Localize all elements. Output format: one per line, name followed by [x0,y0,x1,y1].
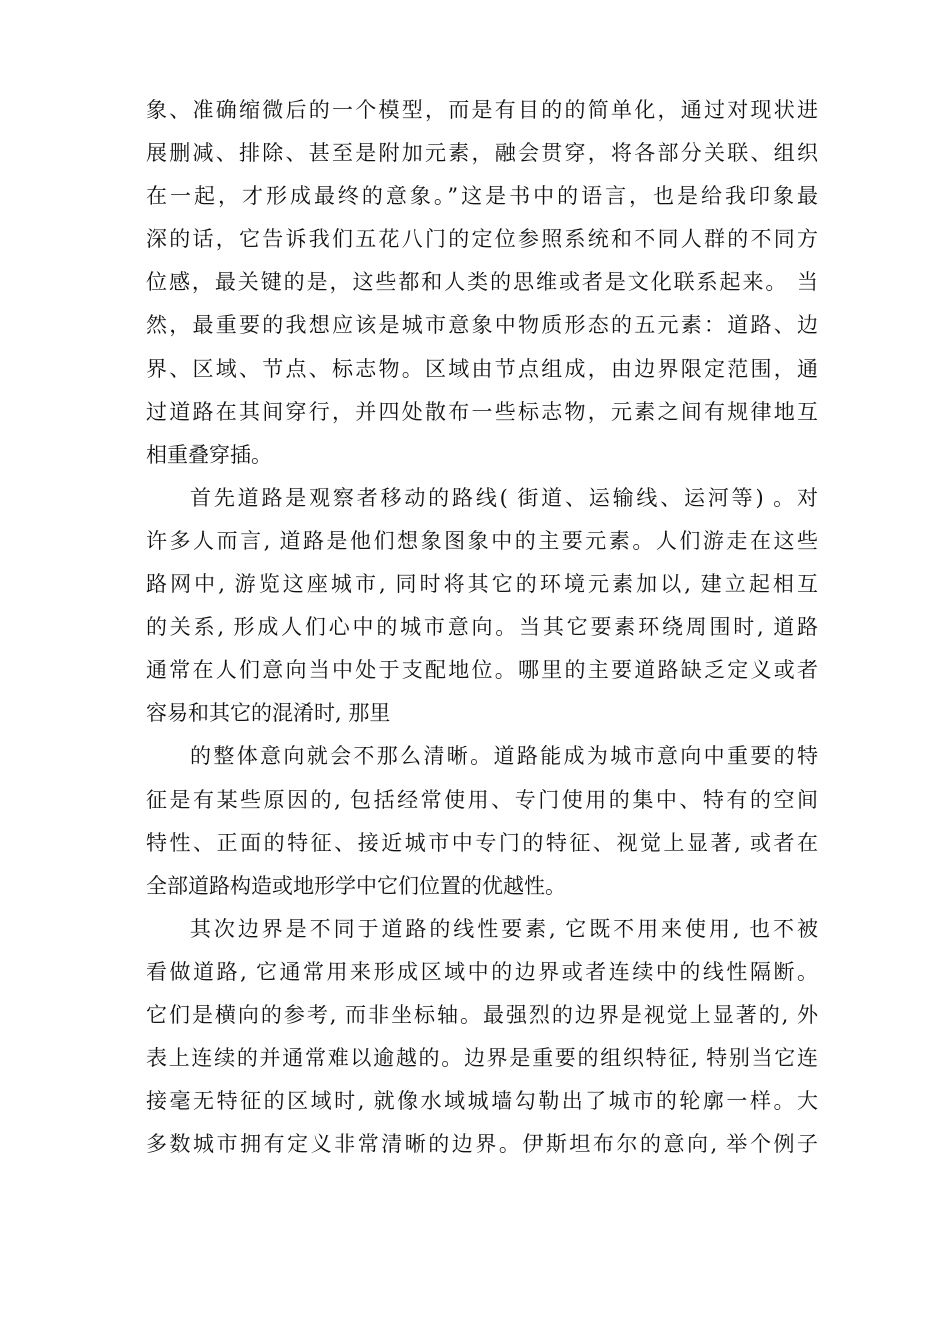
text-line: 通常在人们意向当中处于支配地位。哪里的主要道路缺乏定义或者 [146,658,818,683]
text-line: 象、准确缩微后的一个模型，而是有目的的简单化，通过对现状进 [146,98,818,122]
text-line: 然，最重要的我想应该是城市意象中物质形态的五元素：道路、边 [146,313,818,338]
body-text [146,89,818,1166]
paragraph-1 [146,89,818,477]
text-line: 表上连续的并通常难以逾越的。边界是重要的组织特征, 特别当它连 [146,1046,818,1071]
text-line: 界、区域、节点、标志物。区域由节点组成，由边界限定范围，通 [146,356,818,381]
text-line: 看做道路, 它通常用来形成区域中的边界或者连续中的线性隔断。 [146,959,818,984]
text-line: 全部道路构造或地形学中它们位置的优越性。 [146,873,566,898]
text-line: 的关系, 形成人们心中的城市意向。当其它要素环绕周围时, 道路 [146,615,818,640]
text-line: 相重叠穿插。 [146,442,272,467]
paragraph-2 [146,477,818,736]
text-line: 其次边界是不同于道路的线性要素, 它既不用来使用, 也不被 [190,916,818,941]
text-line: 许多人而言, 道路是他们想象图象中的主要元素。人们游走在这些 [146,528,818,553]
text-line: 首先道路是观察者移动的路线( 街道、运输线、运河等) 。对 [190,485,818,510]
text-line: 路网中, 游览这座城市, 同时将其它的环境元素加以, 建立起相互 [146,572,818,597]
text-line: 容易和其它的混淆时, 那里 [146,701,391,726]
paragraph-4 [146,908,818,1167]
text-line: 过道路在其间穿行，并四处散布一些标志物，元素之间有规律地互 [146,399,818,424]
paragraph-3 [146,735,818,907]
text-line: 它们是横向的参考, 而非坐标轴。最强烈的边界是视觉上显著的, 外 [146,1002,818,1027]
text-line: 征是有某些原因的, 包括经常使用、专门使用的集中、特有的空间 [146,787,818,812]
text-line: 的整体意向就会不那么清晰。道路能成为城市意向中重要的特 [190,744,818,769]
text-line: 展删减、排除、甚至是附加元素，融会贯穿，将各部分关联、组织 [146,141,818,166]
text-line: 接毫无特征的区域时, 就像水域城墙勾勒出了城市的轮廓一样。大 [146,1089,818,1114]
text-line: 深的话，它告诉我们五花八门的定位参照系统和不同人群的不同方 [146,227,818,252]
text-line: 位感，最关键的是，这些都和人类的思维或者是文化联系起来。 当 [146,270,818,295]
text-line: 多数城市拥有定义非常清晰的边界。伊斯坦布尔的意向, 举个例子 [146,1132,818,1157]
text-line: 特性、正面的特征、接近城市中专门的特征、视觉上显著, 或者在 [146,830,818,855]
text-line: 在一起，才形成最终的意象。”这是书中的语言，也是给我印象最 [146,184,818,209]
